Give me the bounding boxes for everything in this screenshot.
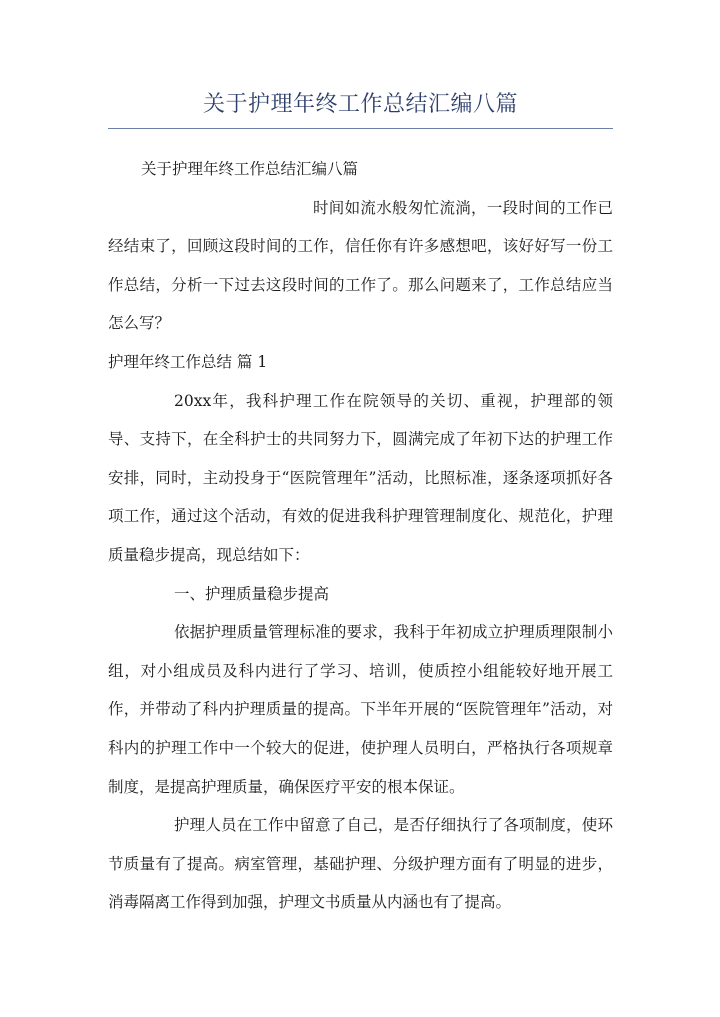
body-paragraph: 护理人员在工作中留意了自己，是否仔细执行了各项制度，使环节质量有了提高。病室管理，基础护理、分级护理方面有了明显的进步，消毒隔离工作得到加强，护理文书质量从内涵也有了提高。 xyxy=(108,816,613,912)
body-paragraph: 依据护理质量管理标准的要求，我科于年初成立护理质理限制小组，对小组成员及科内进行了学习、培训，使质控小组能较好地开展工作，并带动了科内护理质量的提高。下半年开展的“医院管理年”活动，对科内的护理工作中一个较大的促进，使护理人员明白，严格执行各项规章制度，是提高护理质量，确保医疗平安的根本保证。 xyxy=(108,623,613,796)
document-body xyxy=(108,150,613,922)
document-title: 关于护理年终工作总结汇编八篇 xyxy=(202,92,518,117)
body-paragraph: 20xx年，我科护理工作在院领导的关切、重视，护理部的领导、支持下，在全科护士的共同努力下，圆满完成了年初下达的护理工作安排，同时，主动投身于“医院管理年”活动，比照标准，逐条逐项抓好各项工作，通过这个活动，有效的促进我科护理管理制度化、规范化，护理质量稳步提高，现总结如下： xyxy=(108,391,613,564)
intro-paragraph: 时间如流水般匆忙流淌，一段时间的工作已经结束了，回顾这段时间的工作，信任你有许多感想吧，该好好写一份工作总结，分析一下过去这段时间的工作了。那么问题来了，工作总结应当怎么写？ xyxy=(108,198,613,333)
title-divider xyxy=(108,128,613,129)
subsection-heading: 一、护理质量稳步提高 xyxy=(174,584,330,603)
document-subtitle: 关于护理年终工作总结汇编八篇 xyxy=(141,160,359,178)
section-heading: 护理年终工作总结 篇 1 xyxy=(108,352,268,371)
